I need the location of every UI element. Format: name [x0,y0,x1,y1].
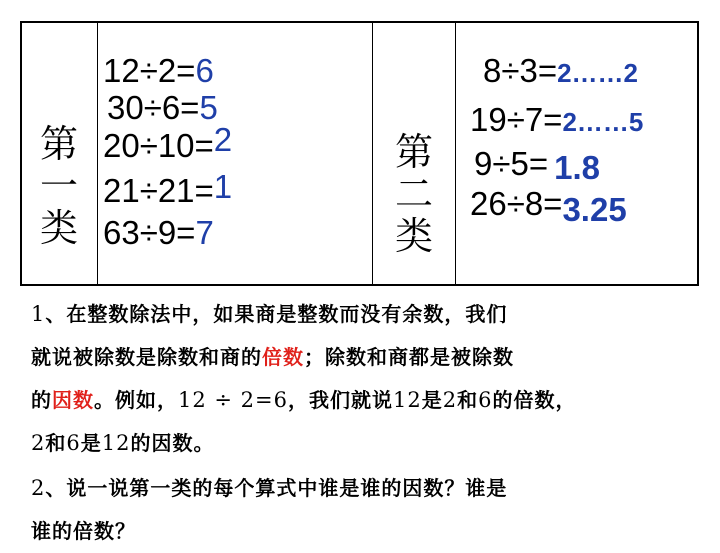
equation-2-2 [470,102,643,140]
equation-1-1 [103,53,214,89]
equation-2-4 [470,185,627,228]
expression: 19÷7= [470,101,563,138]
category-1-label [37,123,81,249]
answer: 2 [213,121,233,158]
answer: 5 [199,89,218,126]
expression: 21÷21= [103,172,214,209]
expression: 63÷9= [103,214,196,251]
expression: 9÷5= [474,145,549,182]
equation-1-3 [103,121,233,164]
equation-2-3 [474,145,600,186]
category-2-char-2: 二 [394,172,433,216]
highlight-multiple: 倍数 [262,345,304,369]
category-2-label [392,131,436,257]
paragraph-2-line-1: 2、说一说第一类的每个算式中谁是谁的因数？谁是 [31,476,508,500]
expression: 30÷6= [107,89,200,126]
paragraph-1-line-2: 就说被除数是除数和商的倍数；除数和商都是被除数 [31,345,514,369]
answer: 6 [195,52,214,89]
answer: 2……5 [562,107,644,137]
highlight-factor: 因数 [52,388,94,412]
expression: 12÷2= [103,52,196,89]
answer: 2……2 [557,58,639,88]
column-divider-2 [372,23,373,284]
explanation-paragraph [31,293,701,465]
answer: 7 [195,214,214,251]
equation-1-5 [103,215,214,251]
category-1-char-1: 第 [39,122,78,166]
column-divider-3 [455,23,456,284]
expression: 26÷8= [470,185,563,222]
equation-2-1 [483,53,638,91]
category-1-char-2: 一 [39,164,78,208]
equation-1-4 [103,168,233,209]
category-1-char-3: 类 [39,206,78,250]
paragraph-1-line-3: 的因数。例如，12 ÷ 2=6，我们就说12是2和6的倍数， [31,388,577,412]
expression: 20÷10= [103,127,214,164]
answer: 3.25 [562,191,627,228]
column-divider-1 [97,23,98,284]
paragraph-2-line-2: 谁的倍数？ [31,519,136,543]
equation-1-2 [107,90,218,126]
question-paragraph [31,467,701,553]
paragraph-1-line-1: 1、在整数除法中，如果商是整数而没有余数，我们 [31,302,508,326]
paragraph-1-line-4: 2和6是12的因数。 [31,431,215,455]
answer: 1.8 [554,149,600,186]
answer: 1 [213,168,233,205]
expression: 8÷3= [483,52,558,89]
category-2-char-3: 类 [394,214,433,258]
category-2-char-1: 第 [394,130,433,174]
